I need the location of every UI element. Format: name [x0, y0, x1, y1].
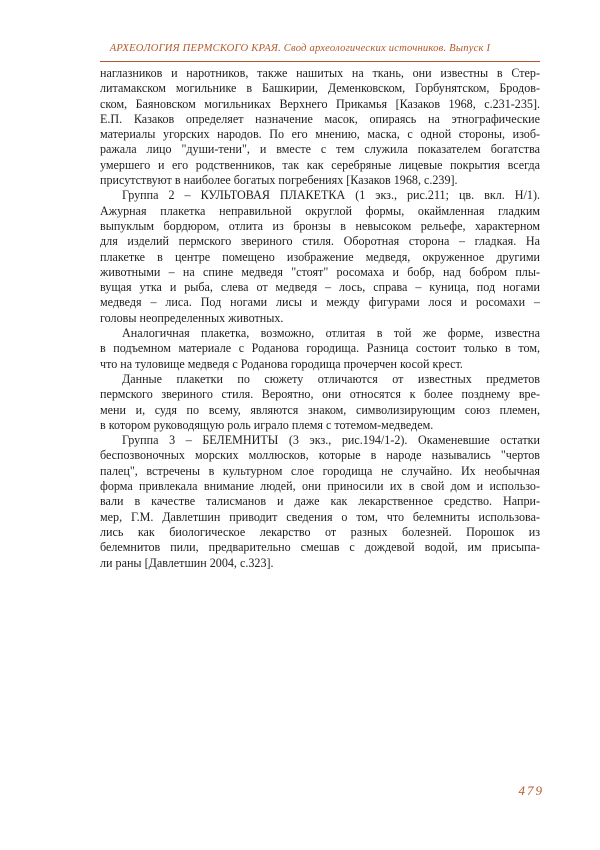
- text-line: вали в качестве талисманов и даже как лекарственное средство. Напри-: [100, 494, 540, 509]
- text-line: головы неопределенных животных.: [100, 310, 284, 325]
- text-line: ском, Баяновском могильниках Верхнего Прикамья [Казаков 1968, с.231-235].: [100, 96, 540, 111]
- text-line: мени и, судя по всему, являются знаком, символизирующим союз племен,: [100, 402, 540, 417]
- running-header: АРХЕОЛОГИЯ ПЕРМСКОГО КРАЯ. Свод археологических источников. Выпуск I: [109, 43, 491, 54]
- paragraph-plaque-meaning: [100, 372, 540, 433]
- text-line: медведя – лиса. Под ногами лисы и между фигурами лося и росомахи –: [100, 295, 540, 310]
- text-line: животными – на спине медведя "стоят" росомаха и бобр, над бобром плы-: [100, 264, 540, 279]
- text-line: для изделий пермского звериного стиля. Оборотная сторона – гладкая. На: [100, 234, 540, 249]
- text-line: что на туловище медведя с Роданова городища прочерчен косой крест.: [100, 356, 463, 371]
- text-line: наглазников и наротников, также нашитых на ткань, они известны в Стер-: [100, 66, 540, 80]
- paragraph-analog-plaque: [100, 326, 540, 372]
- text-line: плакетке в центре помещено изображение медведя, окруженное другими: [100, 249, 540, 264]
- text-line: присутствуют в наиболее богатых погребениях [Казаков 1968, с.239].: [100, 173, 458, 188]
- page-number: 479: [518, 783, 544, 798]
- text-line: литамакском могильнике в Башкирии, Деменковском, Горбунятском, Бродов-: [100, 81, 540, 96]
- text-line: палец", встречены в культурном слое городища не случайно. Их необычная: [100, 463, 540, 478]
- body-text: [100, 66, 540, 571]
- text-line: ражала лицо "души-тени", и вместе с тем служила показателем богатства: [100, 142, 540, 157]
- text-line: пермского звериного стиля. Вероятно, они относятся к более позднему вре-: [100, 387, 540, 402]
- text-line: в подъемном материале с Роданова городища. Разница состоит только в том,: [100, 341, 540, 356]
- text-line: Данные плакетки по сюжету отличаются от известных предметов: [122, 371, 540, 386]
- text-line: в котором руководящую роль играло племя с тотемом-медведем.: [100, 417, 434, 432]
- text-line: белемнитов пили, предварительно смешав с дождевой водой, им присыпа-: [100, 540, 540, 555]
- text-line: Группа 2 – КУЛЬТОВАЯ ПЛАКЕТКА (1 экз., рис.211; цв. вкл. Н/1).: [122, 188, 540, 203]
- text-line: Группа 3 – БЕЛЕМНИТЫ (3 экз., рис.194/1-2). Окаменевшие остатки: [122, 433, 540, 448]
- paragraph-group-3-belemnites: [100, 433, 540, 571]
- text-line: Е.П. Казаков определяет назначение масок, опираясь на этнографические: [100, 111, 540, 126]
- text-line: мер, Г.М. Давлетшин приводит сведения о том, что белемниты использова-: [100, 509, 540, 524]
- text-line: материалы угорских народов. По его мнению, маска, с одной стороны, изоб-: [100, 127, 540, 142]
- text-line: ли раны [Давлетшин 2004, с.323].: [100, 555, 274, 570]
- paragraph-masks: [100, 66, 540, 188]
- paragraph-group-2-plaque: [100, 188, 540, 326]
- text-line: форма привлекала внимание людей, они приносили их в свой дом и использо-: [100, 479, 540, 494]
- text-line: Аналогичная плакетка, возможно, отлитая в той же форме, известна: [122, 326, 540, 341]
- text-line: беспозвоночных морских моллюсков, которые в народе назывались "чертов: [100, 448, 540, 463]
- text-line: лись как биологическое лекарство от разных болезней. Порошок из: [100, 524, 540, 539]
- text-line: вущая утка и рыба, слева от медведя – лось, справа – куница, под ногами: [100, 280, 540, 295]
- text-line: умершего и его родственников, так как серебряные лицевые покрытия всегда: [100, 157, 540, 172]
- text-line: Ажурная плакетка неправильной округлой формы, окаймленная гладким: [100, 203, 540, 218]
- header-rule: [100, 61, 540, 62]
- text-line: выпуклым бордюром, отлита из бронзы в невысоком рельефе, характерном: [100, 218, 540, 233]
